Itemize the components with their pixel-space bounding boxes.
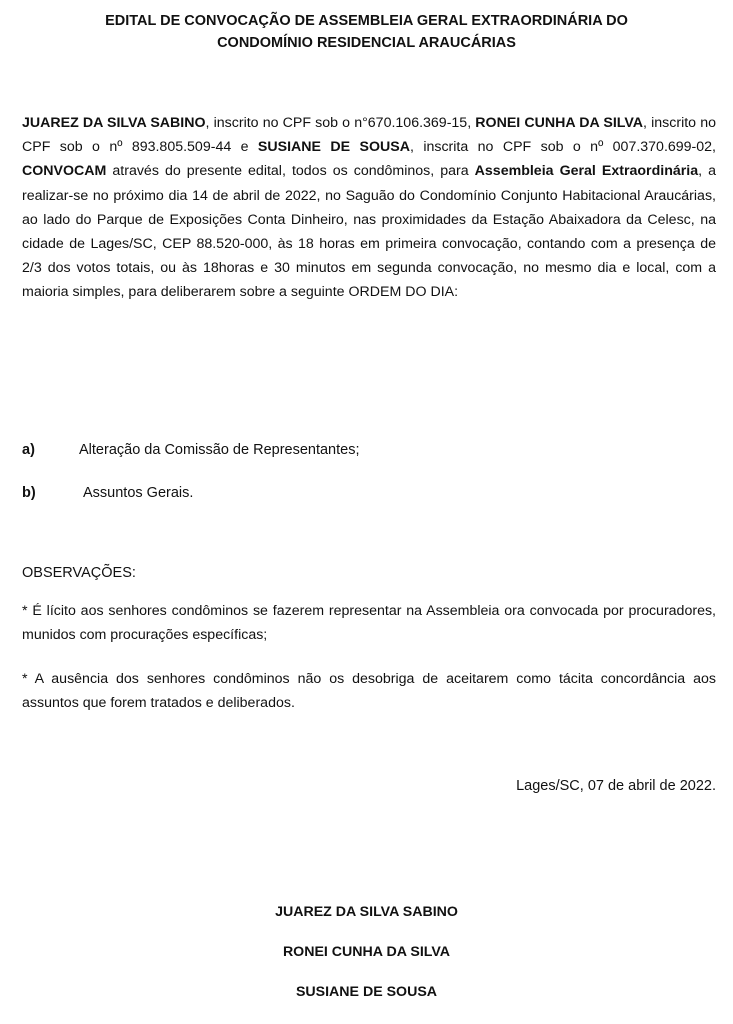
- observations-label: OBSERVAÇÕES:: [22, 565, 136, 581]
- body-text-2: , a realizar-se no próximo dia 14 de abril de 2022, no Saguão do Condomínio Conjunto Habitacional Araucárias, ao lado do Parque de Exposições Conta Dinheiro, nas proximidades da Estação Abaixadora da Celesc, na cidade de Lages/SC, CEP 88.520-000, às 18 horas em primeira convocação, contando com a presença de 2/3 dos votos totais, ou às 18horas e 30 minutos em segunda convocação, no mesmo dia e local, com a maioria simples, para deliberarem sobre a seguinte ORDEM DO DIA:: [22, 163, 716, 301]
- body-text-1: através do presente edital, todos os condôminos, para: [106, 163, 475, 180]
- document-title: [20, 10, 713, 54]
- event-name: Assembleia Geral Extraordinária: [474, 163, 699, 180]
- agenda-text-a: Alteração da Comissão de Representantes;: [79, 442, 360, 458]
- observation-2: * A ausência dos senhores condôminos não os desobriga de aceitarem como tácita concordância aos assuntos que forem tratados e deliberados.: [22, 671, 716, 711]
- agenda-text-b: Assuntos Gerais.: [83, 485, 194, 501]
- title-line-2: CONDOMÍNIO RESIDENCIAL ARAUCÁRIAS: [217, 35, 516, 51]
- convocation-paragraph: [22, 111, 716, 305]
- title-line-1: EDITAL DE CONVOCAÇÃO DE ASSEMBLEIA GERAL EXTRAORDINÁRIA DO: [105, 13, 628, 29]
- cpf-text-2: , inscrito no CPF sob o nº 893.805.509-44 e: [22, 115, 716, 156]
- signatory-name-2: RONEI CUNHA DA SILVA: [475, 115, 644, 131]
- observation-1: * É lícito aos senhores condôminos se fazerem representar na Assembleia ora convocada por procuradores, munidos com procurações específicas;: [22, 603, 716, 643]
- signature-name-2: RONEI CUNHA DA SILVA: [282, 944, 451, 960]
- date-line: Lages/SC, 07 de abril de 2022.: [516, 778, 716, 794]
- agenda-item-b: [22, 483, 193, 503]
- signature-name-1: JUAREZ DA SILVA SABINO: [275, 904, 458, 920]
- agenda-item-a: [22, 440, 360, 460]
- cpf-text-1: , inscrito no CPF sob o n°670.106.369-15,: [205, 115, 476, 131]
- signatory-name-1: JUAREZ DA SILVA SABINO: [22, 115, 206, 131]
- signatory-name-3: SUSIANE DE SOUSA: [257, 139, 410, 156]
- signature-name-3: SUSIANE DE SOUSA: [295, 984, 438, 1000]
- agenda-marker-b: b): [22, 485, 36, 501]
- agenda-marker-a: a): [22, 442, 35, 458]
- cpf-text-3: , inscrita no CPF sob o nº 007.370.699-02,: [409, 139, 717, 156]
- convocam-verb: CONVOCAM: [22, 163, 107, 180]
